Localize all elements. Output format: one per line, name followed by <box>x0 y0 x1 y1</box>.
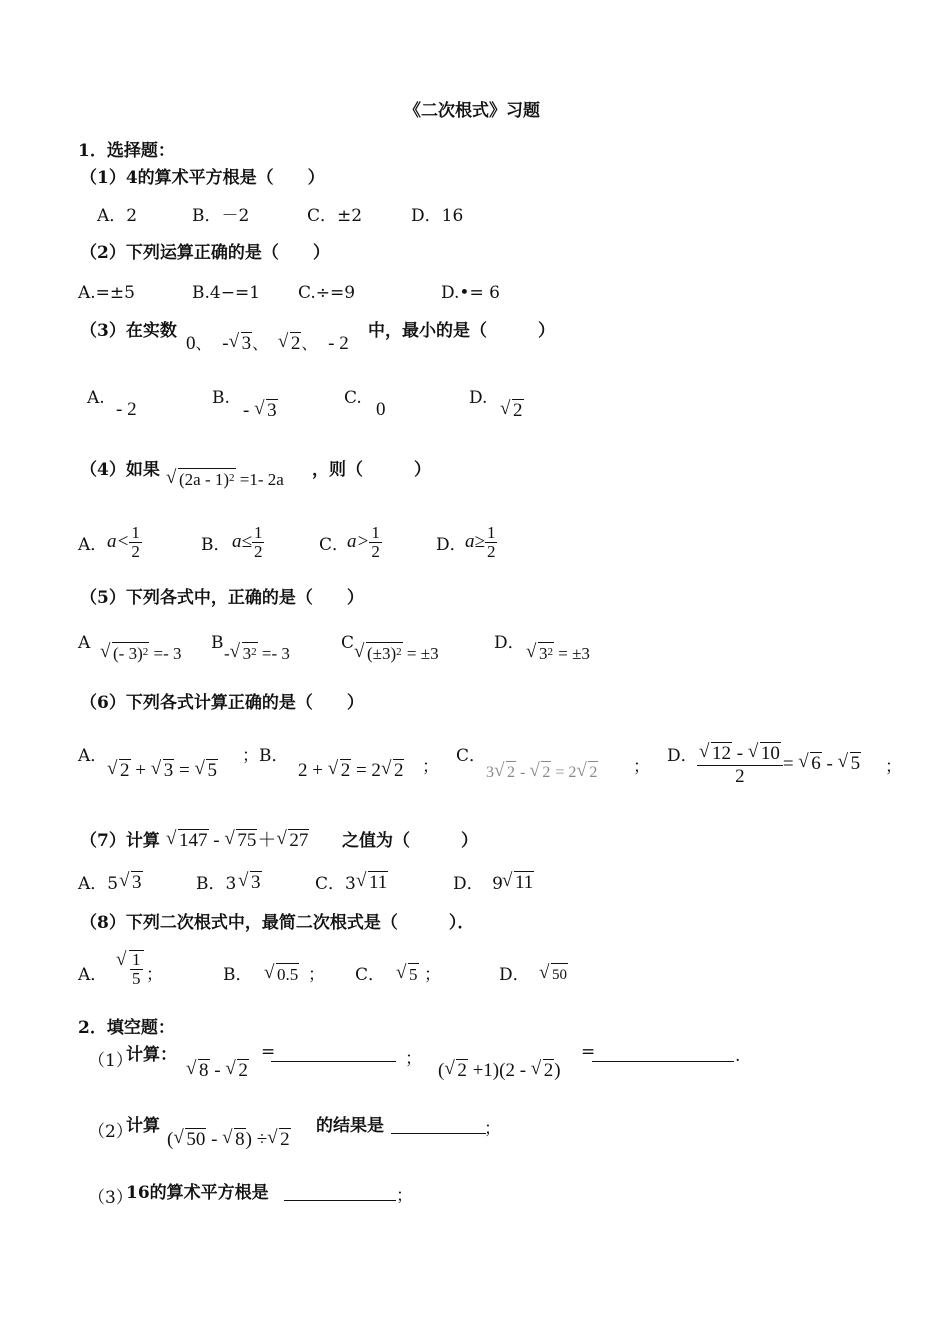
q7-option-c-value: √ 11 <box>356 871 388 894</box>
q6-sep-c: ； <box>633 757 650 777</box>
q6-option-a-label: A． <box>78 746 108 766</box>
q7-expression: √ 147 - √ 75＋√ 27 <box>166 829 309 852</box>
q6-sep-d: ； <box>885 757 902 777</box>
q8-option-d-value: √ 50 <box>539 963 568 986</box>
q1-option-a: A．2 <box>97 206 138 226</box>
q4-option-b-value: a≤ $\frac{1}{2}$ <box>232 523 263 561</box>
q3-option-d-value: √ 2 <box>500 399 524 422</box>
q8-sep-c: ； <box>424 965 441 985</box>
f1-expression-2: (√ 2 +1)(2 - √ 2) <box>438 1059 561 1082</box>
q2-option-b: B.4−=1 <box>192 283 261 303</box>
f2-answer-blank[interactable] <box>391 1117 486 1134</box>
q8-option-c-value: √ 5 <box>396 963 419 986</box>
f1-prefix: 计算： <box>126 1045 177 1065</box>
question-4-stem: （4）如果 <box>80 460 160 480</box>
q5-option-a-value: √ (- 3)$^2$ =- 3 <box>100 642 181 665</box>
q3-num-zero: 0 <box>186 333 196 354</box>
q3-number-list: 0、 -√ 3、 √ 2、 - 2 <box>186 332 349 356</box>
f1-period: . <box>735 1046 741 1066</box>
section-heading-choice: 1．选择题： <box>78 141 175 161</box>
f1-equals-1: = <box>261 1042 276 1062</box>
q8-sep-b: ； <box>308 965 325 985</box>
q3-sep: 、 <box>252 336 269 353</box>
q7-option-d-label: D． 9 <box>453 874 503 894</box>
q7-option-c-label: C．3 <box>315 874 356 894</box>
f3-end: ； <box>396 1186 413 1206</box>
question-7-stem-tail: 之值为（ ） <box>342 831 478 851</box>
q4-option-d-label: D． <box>436 535 467 555</box>
q3-option-b-value: - √ 3 <box>243 399 278 422</box>
q6-option-d-value: √ $\frac{12 - √ 10}{2}$ = √ 6 - √ 5 <box>697 742 861 788</box>
q6-option-a-value: √ 2 + √ 3 = √ 5 <box>107 759 218 782</box>
q4-expression: √ (2a - 1)$^2$ =1- 2a <box>166 468 284 491</box>
q8-option-a-value: √ $\frac{1}{5}$ <box>116 950 144 988</box>
question-4-stem-tail: ，则（ ） <box>312 460 431 480</box>
q8-option-c-label: C． <box>355 965 386 985</box>
q7-option-a-label: A．5 <box>78 874 119 894</box>
q4-option-a-label: A． <box>78 535 108 555</box>
q8-option-a-label: A． <box>78 965 108 985</box>
q2-option-a: A.=±5 <box>78 283 135 303</box>
question-7-stem: （7）计算 <box>80 831 160 851</box>
q7-option-b-label: B．3 <box>196 874 237 894</box>
f1-sep: ； <box>405 1049 422 1069</box>
q1-option-c: C．±2 <box>307 206 363 226</box>
f3-text: 16的算术平方根是 <box>126 1183 269 1203</box>
q5-option-b-label: B <box>211 633 224 653</box>
f2-label: （2） <box>88 1122 133 1142</box>
q5-option-a-label: A <box>78 633 91 653</box>
page-title: 《二次根式》习题 <box>404 101 540 121</box>
q6-option-b-value: 2 + √ 2 = 2√ 2 <box>298 759 404 782</box>
q4-option-c-label: C． <box>319 535 350 555</box>
f2-prefix: 计算 <box>126 1116 160 1136</box>
f2-post: 的结果是 <box>316 1116 384 1136</box>
q3-option-a-value: - 2 <box>116 399 137 420</box>
question-3-stem: （3）在实数 <box>80 321 177 341</box>
f2-expression: (√ 50 - √ 8) ÷√ 2 <box>167 1128 291 1151</box>
q7-option-a-value: √ 3 <box>119 871 143 894</box>
q5-option-b-value: -√ $3^2 =- 3$ <box>224 642 290 665</box>
q7-option-b-value: √ 3 <box>238 871 262 894</box>
q4-option-d-value: a≥ $\frac{1}{2}$ <box>465 523 496 561</box>
q4-option-b-label: B． <box>201 535 231 555</box>
q5-option-d-value: √ $3^2 = \pm 3$ <box>526 642 590 665</box>
q6-option-c-value: 3√ 2 - √ 2 = 2√ 2 <box>486 761 598 784</box>
q1-option-d: D．16 <box>411 206 464 226</box>
q5-option-d-label: D． <box>494 633 525 653</box>
q5-option-c-label: C <box>341 633 355 653</box>
f2-end: ； <box>484 1119 501 1139</box>
q6-option-b-label: ；B． <box>242 746 289 766</box>
q8-sep-a: ； <box>146 965 163 985</box>
q4-option-c-value: a> $\frac{1}{2}$ <box>347 523 380 561</box>
q6-option-d-label: D． <box>667 746 698 766</box>
q3-num-neg2: - 2 <box>328 333 349 354</box>
q1-option-b: B．－2 <box>192 206 250 226</box>
f3-answer-blank[interactable] <box>284 1184 396 1201</box>
q3-option-a-label: A. <box>87 388 105 408</box>
f1-label: （1） <box>88 1051 133 1071</box>
q8-option-b-label: B． <box>223 965 253 985</box>
question-1-stem: （1）4的算术平方根是（ ） <box>80 168 325 188</box>
q6-option-c-label: C． <box>456 746 487 766</box>
q3-sep: 、 <box>195 336 212 353</box>
q3-option-c-label: C. <box>344 388 362 408</box>
question-6-stem: （6）下列各式计算正确的是（ ） <box>80 693 364 713</box>
section-heading-fill: 2．填空题： <box>78 1018 175 1038</box>
q3-sep: 、 <box>301 336 318 353</box>
question-3-stem-tail: 中，最小的是（ ） <box>368 321 555 341</box>
q5-option-c-value: √ $(\pm 3)^2 = \pm 3$ <box>354 642 439 665</box>
q3-option-d-label: D. <box>469 388 488 408</box>
q6-sep-b: ； <box>422 757 439 777</box>
q3-option-b-label: B. <box>212 388 230 408</box>
f1-answer-blank-2[interactable] <box>592 1045 734 1062</box>
q4-option-a-value: a< $\frac{1}{2}$ <box>107 523 140 561</box>
q8-option-b-value: √ 0.5 <box>264 963 299 986</box>
f1-answer-blank-1[interactable] <box>271 1045 396 1062</box>
q2-option-c: C.÷=9 <box>298 283 356 303</box>
question-2-stem: （2）下列运算正确的是（ ） <box>80 243 330 263</box>
f1-equals-2: = <box>581 1042 596 1062</box>
q2-option-d: D.•= 6 <box>441 283 500 303</box>
question-8-stem: （8）下列二次根式中，最简二次根式是（ ）． <box>80 913 475 933</box>
f3-label: （3） <box>88 1188 133 1208</box>
question-5-stem: （5）下列各式中，正确的是（ ） <box>80 588 364 608</box>
q7-option-d-value: √ 11 <box>502 871 534 894</box>
q3-option-c-value: 0 <box>376 399 386 420</box>
q8-option-d-label: D． <box>499 965 530 985</box>
f1-expression-1: √ 8 - √ 2 <box>186 1059 249 1082</box>
